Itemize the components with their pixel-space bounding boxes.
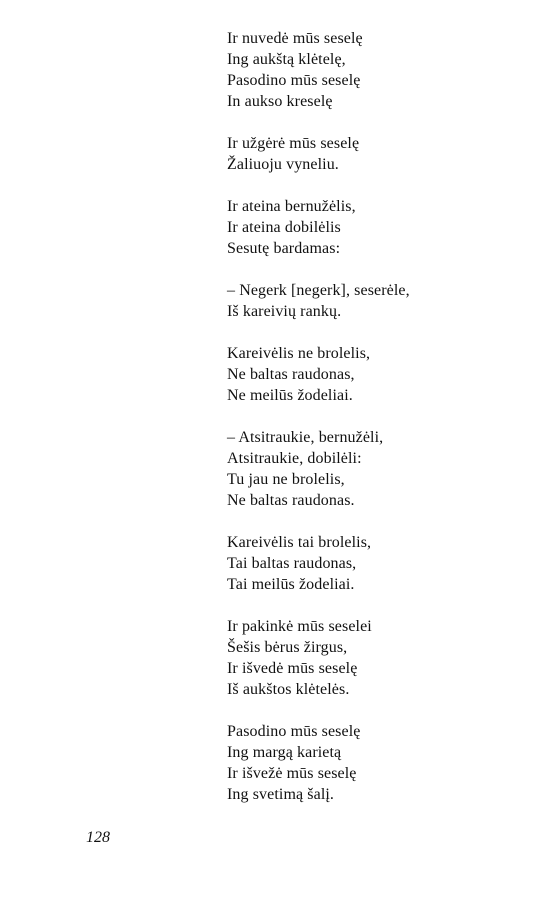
poem-line: Kareivėlis tai brolelis, [227,534,372,551]
poem-line: Tai baltas raudonas, [227,555,357,572]
poem-line: Ir pakinkė mūs seselei [227,618,372,635]
stanza-3 [227,196,547,259]
stanza-1 [227,28,547,112]
poem-line: Tu jau ne brolelis, [227,471,345,488]
poem-line: Ir nuvedė mūs seselę [227,30,363,47]
stanza-9 [227,721,547,805]
poem-line: Žaliuoju vyneliu. [227,156,339,173]
poem-line: Šešis bėrus žirgus, [227,639,348,656]
stanza-6 [227,427,547,511]
poem-line: Iš aukštos klėtelės. [227,681,350,698]
stanza-5 [227,343,547,406]
poem-line: Ne meilūs žodeliai. [227,387,353,404]
poem-line: Ne baltas raudonas, [227,366,355,383]
poem-line: Ing margą karietą [227,744,342,761]
poem-line: Ir išvedė mūs seselę [227,660,358,677]
poem-line: Tai meilūs žodeliai. [227,576,355,593]
stanza-8 [227,616,547,700]
page-number: 128 [86,829,110,846]
stanza-7 [227,532,547,595]
poem-line: Ir ateina bernužėlis, [227,198,356,215]
stanza-4 [227,280,547,322]
poem [227,28,547,826]
stanza-2 [227,133,547,175]
poem-line: Ing aukštą klėtelę, [227,51,346,68]
poem-line: Iš kareivių rankų. [227,303,342,320]
poem-line: Ir užgėrė mūs seselę [227,135,360,152]
poem-line: Ne baltas raudonas. [227,492,355,509]
poem-line: – Atsitraukie, bernužėli, [227,429,384,446]
poem-line: Ing svetimą šalį. [227,786,335,803]
poem-line: – Negerk [negerk], seserėle, [227,282,410,299]
poem-line: Kareivėlis ne brolelis, [227,345,371,362]
poem-line: Pasodino mūs seselę [227,723,361,740]
poem-line: Pasodino mūs seselę [227,72,361,89]
poem-line: Ir ateina dobilėlis [227,219,341,236]
poem-line: Sesutę bardamas: [227,240,341,257]
poem-line: In aukso kreselę [227,93,333,110]
poem-line: Ir išvežė mūs seselę [227,765,357,782]
poem-line: Atsitraukie, dobilėli: [227,450,362,467]
